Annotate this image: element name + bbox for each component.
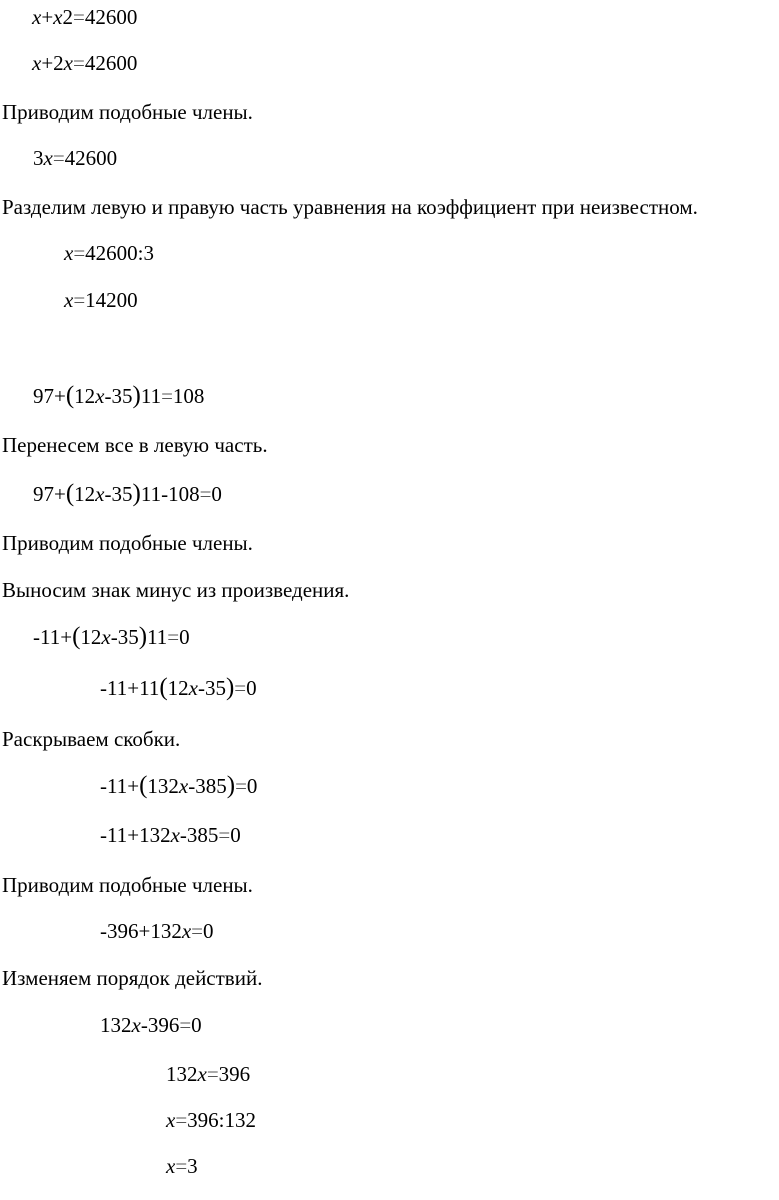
equation-char: 4: [84, 51, 96, 75]
parenthesis: ): [132, 480, 141, 507]
equation-char: 3: [111, 482, 122, 506]
equation-char: 2: [178, 676, 189, 700]
parenthesis: (: [159, 674, 168, 701]
equation-char: 3: [117, 625, 129, 649]
equation-char: 3: [204, 676, 216, 700]
equation-char: :: [218, 1108, 225, 1132]
equation-char: 2: [171, 919, 182, 943]
parenthesis: ): [226, 772, 236, 799]
equation-char: 3: [187, 1154, 198, 1178]
equation-char: 3: [111, 384, 122, 408]
equation-6: [33, 383, 204, 409]
equation-char: 9: [158, 1013, 169, 1037]
equation-char: 1: [74, 482, 85, 506]
equation-char: 2: [187, 1062, 198, 1086]
equation-char: 1: [140, 384, 151, 408]
equation-char: 5: [215, 676, 226, 700]
equals-sign: =: [199, 482, 212, 506]
equation-char: 1: [172, 384, 184, 408]
equation-11: [100, 822, 241, 848]
equation-char: 0: [183, 384, 194, 408]
equation-char: -: [179, 823, 187, 847]
equation-char: 3: [186, 823, 198, 847]
equation-char: -: [110, 625, 118, 649]
equation-char: 5: [122, 482, 133, 506]
equation-char: -: [100, 774, 107, 798]
variable-x: x: [32, 5, 42, 29]
variable-x: x: [53, 5, 63, 29]
equation-char: 6: [106, 241, 117, 265]
equation-char: 1: [100, 1013, 111, 1037]
variable-x: x: [63, 51, 73, 75]
equation-char: 1: [139, 823, 150, 847]
variable-x: x: [197, 1062, 207, 1086]
variable-x: x: [178, 774, 189, 798]
equation-char: 6: [128, 919, 139, 943]
equation-char: 8: [205, 774, 217, 798]
equation-char: 9: [33, 482, 44, 506]
equation-char: -: [33, 625, 40, 649]
equation-char: 3: [147, 1013, 159, 1037]
equation-char: 0: [116, 5, 127, 29]
equation-char: 5: [128, 625, 139, 649]
equation-char: 0: [116, 241, 128, 265]
equation-char: -: [100, 919, 107, 943]
equation-char: 2: [106, 288, 117, 312]
parenthesis: (: [72, 623, 81, 650]
equation-char: 1: [107, 676, 117, 700]
equation-char: 0: [96, 146, 107, 170]
equation-char: 5: [122, 384, 133, 408]
equation-char: 1: [156, 625, 168, 649]
equation-char: 3: [218, 1062, 230, 1086]
equation-char: 1: [40, 625, 50, 649]
equation-char: 2: [95, 241, 107, 265]
equation-char: 2: [168, 774, 179, 798]
equation-char: 6: [105, 5, 117, 29]
equation-4: [64, 240, 154, 266]
equation-char: 0: [126, 5, 138, 29]
equation-9: [100, 675, 257, 701]
equation-char: 2: [62, 5, 73, 29]
equation-char: 7: [43, 384, 54, 408]
equation-char: 5: [207, 823, 219, 847]
equation-char: 3: [107, 919, 118, 943]
variable-x: x: [32, 51, 42, 75]
explanation-text-4: Приводим подобные члены.: [2, 531, 253, 555]
variable-x: x: [181, 919, 192, 943]
equation-char: 8: [193, 384, 205, 408]
equation-char: 2: [95, 51, 106, 75]
equation-13: [100, 1012, 202, 1038]
explanation-text-3: Перенесем все в левую часть.: [2, 433, 268, 457]
equation-char: 8: [197, 823, 208, 847]
equation-char: 3: [187, 1108, 198, 1132]
equation-char: 2: [121, 1013, 132, 1037]
explanation-text-5: Выносим знак минус из произведения.: [2, 578, 350, 602]
variable-x: x: [101, 625, 111, 649]
equation-15: [166, 1107, 256, 1133]
equation-char: 4: [84, 5, 96, 29]
equation-char: 1: [116, 774, 128, 798]
explanation-text-8: Изменяем порядок действий.: [2, 966, 263, 990]
equation-char: +: [54, 482, 66, 506]
equation-char: 4: [85, 241, 96, 265]
equation-char: 1: [224, 1108, 236, 1132]
equation-char: +: [127, 823, 140, 847]
equation-char: 3: [235, 1108, 246, 1132]
equation-char: 8: [189, 482, 200, 506]
equation-char: 6: [208, 1108, 219, 1132]
equation-char: 0: [116, 51, 127, 75]
variable-x: x: [43, 146, 53, 170]
variable-x: x: [95, 384, 105, 408]
equation-char: 6: [239, 1062, 251, 1086]
equation-char: 1: [49, 625, 61, 649]
equation-char: -: [100, 823, 107, 847]
equation-char: 2: [84, 482, 96, 506]
equation-3: [33, 145, 117, 171]
equation-char: 0: [179, 625, 190, 649]
equation-char: 4: [95, 288, 107, 312]
equals-sign: =: [218, 823, 231, 847]
equation-char: 7: [43, 482, 54, 506]
equation-char: 3: [195, 774, 206, 798]
equation-char: -: [100, 676, 107, 700]
variable-x: x: [170, 823, 180, 847]
equation-5: [64, 287, 138, 313]
equation-char: 0: [127, 241, 138, 265]
equation-char: 0: [211, 482, 222, 506]
equals-sign: =: [206, 1062, 219, 1086]
equation-16: [166, 1153, 198, 1179]
variable-x: x: [188, 676, 198, 700]
equals-sign: =: [179, 1013, 192, 1037]
parenthesis: (: [65, 480, 75, 507]
parenthesis: (: [139, 772, 148, 799]
equation-char: +: [41, 5, 54, 29]
equation-char: +: [127, 774, 140, 798]
equals-sign: =: [73, 288, 86, 312]
equation-2: [32, 50, 137, 76]
equation-char: 1: [167, 676, 179, 700]
equation-12: [100, 918, 214, 944]
variable-x: x: [131, 1013, 141, 1037]
equation-char: 9: [197, 1108, 209, 1132]
explanation-text-2: Разделим левую и правую часть уравнения на коэффициент при неизвестном.: [2, 195, 698, 219]
equation-char: +: [41, 51, 54, 75]
equation-char: 1: [74, 384, 85, 408]
equals-sign: =: [167, 625, 180, 649]
variable-x: x: [64, 288, 74, 312]
equation-char: 3: [157, 774, 169, 798]
equation-char: 0: [230, 823, 241, 847]
equation-char: 1: [150, 482, 162, 506]
equation-char: 6: [85, 146, 97, 170]
equation-char: 3: [143, 241, 155, 265]
equation-char: 2: [95, 5, 106, 29]
equals-sign: =: [73, 5, 85, 29]
equation-char: 2: [245, 1108, 257, 1132]
equation-char: 1: [116, 823, 128, 847]
equation-char: -: [140, 1013, 148, 1037]
equals-sign: =: [191, 919, 204, 943]
equation-char: -: [104, 384, 112, 408]
parenthesis: ): [138, 623, 148, 650]
equals-sign: =: [234, 676, 247, 700]
equals-sign: =: [175, 1108, 188, 1132]
equation-char: 2: [160, 823, 171, 847]
equation-char: 1: [147, 625, 157, 649]
equation-char: 1: [85, 288, 96, 312]
equation-7: [33, 481, 222, 507]
equation-char: -: [104, 482, 112, 506]
equation-char: 0: [127, 288, 138, 312]
equation-char: +: [127, 676, 140, 700]
equation-char: 6: [105, 51, 117, 75]
equation-char: 1: [80, 625, 91, 649]
equation-char: 3: [176, 1062, 187, 1086]
equation-char: +: [60, 625, 73, 649]
equation-char: +: [138, 919, 151, 943]
variable-x: x: [95, 482, 105, 506]
equals-sign: =: [175, 1154, 188, 1178]
equation-char: 0: [191, 1013, 202, 1037]
equals-sign: =: [73, 241, 86, 265]
equation-char: 1: [148, 676, 160, 700]
equation-char: 4: [64, 146, 76, 170]
parenthesis: ): [132, 382, 141, 409]
equation-char: 1: [147, 774, 158, 798]
equation-char: 9: [229, 1062, 240, 1086]
equation-char: 3: [33, 146, 44, 170]
equation-char: 0: [203, 919, 214, 943]
equation-char: 1: [107, 774, 117, 798]
equation-char: 2: [75, 146, 86, 170]
equation-char: 0: [116, 288, 128, 312]
equation-char: +: [54, 384, 66, 408]
equation-char: 1: [166, 1062, 177, 1086]
equation-char: 1: [139, 676, 149, 700]
equation-char: 6: [168, 1013, 180, 1037]
equation-char: 0: [126, 51, 138, 75]
equals-sign: =: [52, 146, 65, 170]
equation-10: [100, 773, 257, 799]
equation-char: :: [137, 241, 144, 265]
equation-8: [33, 624, 190, 650]
explanation-text-1: Приводим подобные члены.: [2, 100, 253, 124]
equation-char: 1: [140, 482, 151, 506]
equation-char: 5: [216, 774, 227, 798]
equation-char: 1: [150, 919, 161, 943]
equation-char: 1: [107, 823, 117, 847]
equation-1: [32, 4, 137, 30]
equation-char: 1: [116, 676, 128, 700]
equation-char: 3: [110, 1013, 121, 1037]
equation-char: 2: [53, 51, 64, 75]
equals-sign: =: [161, 384, 173, 408]
parenthesis: (: [65, 382, 75, 409]
variable-x: x: [64, 241, 74, 265]
equation-char: 0: [246, 676, 257, 700]
equation-char: -: [197, 676, 205, 700]
equation-char: 9: [33, 384, 44, 408]
explanation-text-7: Приводим подобные члены.: [2, 873, 253, 897]
equation-14: [166, 1061, 250, 1087]
equation-char: 1: [150, 384, 162, 408]
equation-char: 0: [246, 774, 258, 798]
equation-char: 3: [149, 823, 161, 847]
equation-char: 3: [160, 919, 172, 943]
equation-char: -: [161, 482, 169, 506]
equals-sign: =: [235, 774, 247, 798]
equation-char: 9: [117, 919, 128, 943]
variable-x: x: [166, 1108, 176, 1132]
variable-x: x: [166, 1154, 176, 1178]
equation-char: 0: [178, 482, 190, 506]
explanation-text-6: Раскрываем скобки.: [2, 727, 181, 751]
equals-sign: =: [73, 51, 85, 75]
equation-char: 0: [106, 146, 118, 170]
parenthesis: ): [225, 674, 235, 701]
equation-char: -: [188, 774, 196, 798]
equation-char: 1: [168, 482, 179, 506]
equation-char: 2: [84, 384, 96, 408]
equation-char: 2: [90, 625, 102, 649]
